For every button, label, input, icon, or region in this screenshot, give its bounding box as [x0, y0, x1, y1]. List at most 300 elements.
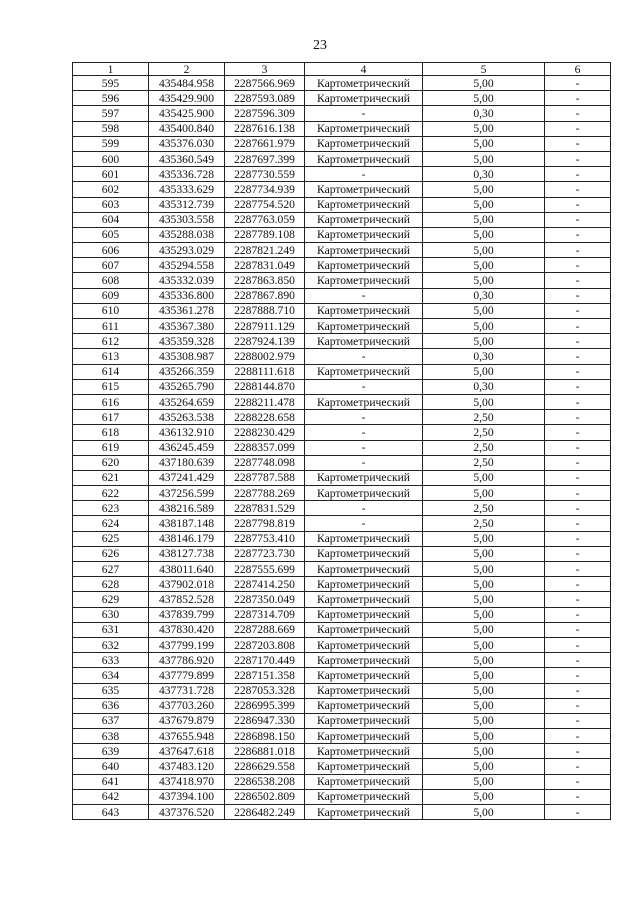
table-cell: 437483.120 — [149, 759, 225, 774]
table-row — [73, 136, 611, 151]
table-row — [73, 167, 611, 182]
table-cell: 2287789.108 — [225, 227, 305, 242]
table-row — [73, 440, 611, 455]
table-cell: 438216.589 — [149, 501, 225, 516]
table-cell: 5,00 — [423, 789, 545, 804]
table-row — [73, 76, 611, 91]
table-cell: 5,00 — [423, 364, 545, 379]
table-cell: 435264.659 — [149, 394, 225, 409]
column-header: 4 — [305, 63, 423, 76]
table-cell: 435266.359 — [149, 364, 225, 379]
table-cell: Картометрический — [305, 303, 423, 318]
table-cell: Картометрический — [305, 243, 423, 258]
table-row — [73, 729, 611, 744]
table-cell: 610 — [73, 303, 149, 318]
table-cell: 597 — [73, 106, 149, 121]
table-row — [73, 562, 611, 577]
table-cell: - — [545, 744, 611, 759]
table-cell: 2287566.969 — [225, 76, 305, 91]
table-cell: 5,00 — [423, 151, 545, 166]
table-cell: Картометрический — [305, 273, 423, 288]
table-row — [73, 622, 611, 637]
table-row — [73, 212, 611, 227]
table-cell: 5,00 — [423, 212, 545, 227]
table-cell: 5,00 — [423, 546, 545, 561]
table-cell: 2287053.328 — [225, 683, 305, 698]
table-cell: - — [545, 729, 611, 744]
table-cell: 2288002.979 — [225, 349, 305, 364]
table-cell: - — [545, 76, 611, 91]
table-cell: 2287798.819 — [225, 516, 305, 531]
table-cell: Картометрический — [305, 592, 423, 607]
table-cell: 633 — [73, 653, 149, 668]
table-cell: 2287596.309 — [225, 106, 305, 121]
table-cell: 5,00 — [423, 394, 545, 409]
table-cell: 438011.640 — [149, 562, 225, 577]
table-cell: 437256.599 — [149, 486, 225, 501]
table-cell: 435332.039 — [149, 273, 225, 288]
table-cell: 437241.429 — [149, 470, 225, 485]
table-cell: 5,00 — [423, 91, 545, 106]
table-cell: 617 — [73, 410, 149, 425]
table-cell: 626 — [73, 546, 149, 561]
table-cell: Картометрический — [305, 759, 423, 774]
table-cell: - — [545, 182, 611, 197]
table-cell: 2287661.979 — [225, 136, 305, 151]
table-cell: 2287616.138 — [225, 121, 305, 136]
table-cell: - — [545, 167, 611, 182]
table-row — [73, 364, 611, 379]
table-row — [73, 288, 611, 303]
table-cell: 2287754.520 — [225, 197, 305, 212]
table-cell: Картометрический — [305, 486, 423, 501]
column-header: 2 — [149, 63, 225, 76]
table-cell: Картометрический — [305, 789, 423, 804]
table-row — [73, 151, 611, 166]
table-cell: 5,00 — [423, 319, 545, 334]
table-cell: 437647.618 — [149, 744, 225, 759]
table-cell: Картометрический — [305, 364, 423, 379]
table-cell: - — [545, 805, 611, 820]
table-cell: 435360.549 — [149, 151, 225, 166]
table-cell: - — [545, 653, 611, 668]
table-cell: 0,30 — [423, 288, 545, 303]
table-cell: 611 — [73, 319, 149, 334]
table-row — [73, 258, 611, 273]
table-cell: 2286538.208 — [225, 774, 305, 789]
table-row — [73, 410, 611, 425]
table-cell: 607 — [73, 258, 149, 273]
table-cell: Картометрический — [305, 637, 423, 652]
table-cell: - — [545, 212, 611, 227]
table-cell: 5,00 — [423, 486, 545, 501]
table-cell: 0,30 — [423, 167, 545, 182]
table-cell: 5,00 — [423, 622, 545, 637]
table-cell: 639 — [73, 744, 149, 759]
table-cell: - — [545, 273, 611, 288]
table-cell: Картометрический — [305, 151, 423, 166]
table-cell: Картометрический — [305, 531, 423, 546]
table-row — [73, 273, 611, 288]
table-cell: 2287863.850 — [225, 273, 305, 288]
table-cell: - — [545, 303, 611, 318]
table-cell: 438187.148 — [149, 516, 225, 531]
table-cell: 5,00 — [423, 303, 545, 318]
table-cell: 5,00 — [423, 121, 545, 136]
table-cell: - — [305, 379, 423, 394]
table-cell: - — [545, 106, 611, 121]
table-cell: 602 — [73, 182, 149, 197]
table-row — [73, 379, 611, 394]
table-cell: 435308.987 — [149, 349, 225, 364]
table-cell: 5,00 — [423, 698, 545, 713]
table-cell: 606 — [73, 243, 149, 258]
table-cell: 640 — [73, 759, 149, 774]
table-cell: 595 — [73, 76, 149, 91]
table-cell: 5,00 — [423, 76, 545, 91]
table-row — [73, 637, 611, 652]
table-cell: 5,00 — [423, 729, 545, 744]
table-row — [73, 759, 611, 774]
column-header: 6 — [545, 63, 611, 76]
table-cell: 2287555.699 — [225, 562, 305, 577]
table-cell: - — [545, 713, 611, 728]
table-row — [73, 744, 611, 759]
table-cell: 605 — [73, 227, 149, 242]
table-cell: 0,30 — [423, 379, 545, 394]
table-cell: 2286995.399 — [225, 698, 305, 713]
table-cell: 637 — [73, 713, 149, 728]
column-header: 5 — [423, 63, 545, 76]
table-row — [73, 470, 611, 485]
table-cell: 2,50 — [423, 455, 545, 470]
table-cell: 437786.920 — [149, 653, 225, 668]
table-cell: 2286881.018 — [225, 744, 305, 759]
table-cell: - — [545, 440, 611, 455]
table-cell: 601 — [73, 167, 149, 182]
table-cell: 2287203.808 — [225, 637, 305, 652]
table-cell: 614 — [73, 364, 149, 379]
table-cell: 437376.520 — [149, 805, 225, 820]
table-cell: 2286898.150 — [225, 729, 305, 744]
table-cell: Картометрический — [305, 744, 423, 759]
table-row — [73, 91, 611, 106]
table-cell: Картометрический — [305, 76, 423, 91]
table-cell: 435367.380 — [149, 319, 225, 334]
table-cell: Картометрический — [305, 562, 423, 577]
table-cell: Картометрический — [305, 394, 423, 409]
table-cell: - — [545, 759, 611, 774]
table-cell: 435361.278 — [149, 303, 225, 318]
table-cell: 437418.970 — [149, 774, 225, 789]
table-row — [73, 334, 611, 349]
table-cell: 2287730.559 — [225, 167, 305, 182]
table-cell: - — [545, 136, 611, 151]
table-cell: 5,00 — [423, 759, 545, 774]
table-cell: - — [545, 91, 611, 106]
table-row — [73, 501, 611, 516]
table-cell: - — [545, 622, 611, 637]
table-row — [73, 182, 611, 197]
table-row — [73, 577, 611, 592]
table-cell: 2287734.939 — [225, 182, 305, 197]
table-cell: 435303.558 — [149, 212, 225, 227]
table-cell: - — [545, 531, 611, 546]
table-cell: Картометрический — [305, 334, 423, 349]
table-cell: - — [545, 364, 611, 379]
table-cell: - — [545, 683, 611, 698]
table-cell: 0,30 — [423, 349, 545, 364]
table-cell: 437180.639 — [149, 455, 225, 470]
table-cell: 2287314.709 — [225, 607, 305, 622]
table-cell: - — [545, 425, 611, 440]
table-cell: 2,50 — [423, 501, 545, 516]
table-row — [73, 516, 611, 531]
table-cell: 2287593.089 — [225, 91, 305, 106]
table-cell: - — [305, 349, 423, 364]
table-cell: 620 — [73, 455, 149, 470]
table-cell: 2287170.449 — [225, 653, 305, 668]
table-cell: - — [545, 288, 611, 303]
table-cell: - — [545, 546, 611, 561]
table-cell: 2,50 — [423, 410, 545, 425]
table-cell: 624 — [73, 516, 149, 531]
table-cell: 603 — [73, 197, 149, 212]
table-cell: 2288230.429 — [225, 425, 305, 440]
table-cell: 5,00 — [423, 273, 545, 288]
table-cell: - — [305, 288, 423, 303]
table-cell: 2287697.399 — [225, 151, 305, 166]
table-row — [73, 197, 611, 212]
table-row — [73, 243, 611, 258]
table-cell: Картометрический — [305, 197, 423, 212]
table-cell: 435425.900 — [149, 106, 225, 121]
table-cell: - — [545, 319, 611, 334]
table-cell: - — [545, 501, 611, 516]
table-cell: Картометрический — [305, 668, 423, 683]
table-cell: 5,00 — [423, 182, 545, 197]
table-cell: 604 — [73, 212, 149, 227]
table-row — [73, 774, 611, 789]
table-cell: 2288357.099 — [225, 440, 305, 455]
table-cell: 613 — [73, 349, 149, 364]
table-cell: - — [545, 577, 611, 592]
table-cell: 5,00 — [423, 805, 545, 820]
table-cell: Картометрический — [305, 698, 423, 713]
table-cell: 630 — [73, 607, 149, 622]
table-cell: 5,00 — [423, 713, 545, 728]
table-cell: 435288.038 — [149, 227, 225, 242]
table-cell: 2287831.529 — [225, 501, 305, 516]
table-cell: 2287924.139 — [225, 334, 305, 349]
table-cell: 5,00 — [423, 592, 545, 607]
table-cell: Картометрический — [305, 319, 423, 334]
table-cell: 2288111.618 — [225, 364, 305, 379]
table-cell: 0,30 — [423, 106, 545, 121]
table-row — [73, 121, 611, 136]
table-cell: 437839.799 — [149, 607, 225, 622]
table-cell: 641 — [73, 774, 149, 789]
table-row — [73, 546, 611, 561]
table-cell: 642 — [73, 789, 149, 804]
table-cell: 5,00 — [423, 258, 545, 273]
table-cell: 435294.558 — [149, 258, 225, 273]
table-cell: 2287288.669 — [225, 622, 305, 637]
table-row — [73, 425, 611, 440]
table-cell: - — [545, 607, 611, 622]
table-cell: - — [545, 562, 611, 577]
table-row — [73, 455, 611, 470]
table-row — [73, 653, 611, 668]
table-cell: 435336.728 — [149, 167, 225, 182]
table-cell: 599 — [73, 136, 149, 151]
table-cell: 600 — [73, 151, 149, 166]
table-cell: 437679.879 — [149, 713, 225, 728]
table-cell: - — [305, 455, 423, 470]
table-cell: - — [545, 470, 611, 485]
table-cell: 435265.790 — [149, 379, 225, 394]
table-cell: 636 — [73, 698, 149, 713]
table-cell: - — [545, 410, 611, 425]
table-row — [73, 592, 611, 607]
table-cell: 612 — [73, 334, 149, 349]
table-cell: Картометрический — [305, 729, 423, 744]
table-row — [73, 486, 611, 501]
table-cell: 621 — [73, 470, 149, 485]
table-cell: 5,00 — [423, 227, 545, 242]
table-cell: 5,00 — [423, 470, 545, 485]
table-cell: 2287788.269 — [225, 486, 305, 501]
table-cell: 5,00 — [423, 774, 545, 789]
table-cell: - — [545, 774, 611, 789]
table-cell: 5,00 — [423, 562, 545, 577]
table-cell: - — [545, 121, 611, 136]
table-cell: Картометрический — [305, 683, 423, 698]
table-cell: 2286502.809 — [225, 789, 305, 804]
table-cell: - — [545, 394, 611, 409]
table-cell: 437703.260 — [149, 698, 225, 713]
table-cell: 634 — [73, 668, 149, 683]
table-row — [73, 805, 611, 820]
table-cell: 435263.538 — [149, 410, 225, 425]
table-cell: 435312.739 — [149, 197, 225, 212]
table-cell: 437655.948 — [149, 729, 225, 744]
table-cell: Картометрический — [305, 713, 423, 728]
table-cell: 2288144.870 — [225, 379, 305, 394]
table-cell: - — [545, 197, 611, 212]
table-cell: 2286629.558 — [225, 759, 305, 774]
table-row — [73, 789, 611, 804]
table-cell: 2288228.658 — [225, 410, 305, 425]
table-cell: 2287763.059 — [225, 212, 305, 227]
table-cell: - — [305, 516, 423, 531]
table-cell: 2287151.358 — [225, 668, 305, 683]
table-cell: 623 — [73, 501, 149, 516]
table-cell: 5,00 — [423, 197, 545, 212]
table-cell: 435359.328 — [149, 334, 225, 349]
table-cell: Картометрический — [305, 805, 423, 820]
table-cell: 435484.958 — [149, 76, 225, 91]
table-cell: Картометрический — [305, 653, 423, 668]
table-cell: 622 — [73, 486, 149, 501]
table-cell: 437902.018 — [149, 577, 225, 592]
table-cell: 437799.199 — [149, 637, 225, 652]
table-cell: 5,00 — [423, 653, 545, 668]
table-cell: - — [545, 334, 611, 349]
table-cell: 435400.840 — [149, 121, 225, 136]
table-cell: 627 — [73, 562, 149, 577]
table-cell: - — [545, 789, 611, 804]
table-cell: 5,00 — [423, 607, 545, 622]
table-cell: 616 — [73, 394, 149, 409]
table-row — [73, 683, 611, 698]
table-cell: 5,00 — [423, 744, 545, 759]
table-cell: 2288211.478 — [225, 394, 305, 409]
table-cell: 435336.800 — [149, 288, 225, 303]
coordinates-table — [72, 62, 611, 820]
table-cell: Картометрический — [305, 182, 423, 197]
table-row — [73, 698, 611, 713]
table-cell: 2287350.049 — [225, 592, 305, 607]
table-cell: 2287787.588 — [225, 470, 305, 485]
table-cell: 2287414.250 — [225, 577, 305, 592]
table-cell: Картометрический — [305, 91, 423, 106]
table-cell: 629 — [73, 592, 149, 607]
table-cell: 618 — [73, 425, 149, 440]
table-cell: - — [545, 455, 611, 470]
table-cell: 435333.629 — [149, 182, 225, 197]
table-cell: Картометрический — [305, 121, 423, 136]
table-row — [73, 668, 611, 683]
table-cell: - — [545, 379, 611, 394]
table-body — [73, 76, 611, 820]
table-cell: 5,00 — [423, 531, 545, 546]
table-cell: 598 — [73, 121, 149, 136]
table-cell: 619 — [73, 440, 149, 455]
table-cell: - — [545, 637, 611, 652]
table-cell: 2287888.710 — [225, 303, 305, 318]
table-row — [73, 394, 611, 409]
table-cell: - — [545, 516, 611, 531]
table-cell: 2,50 — [423, 440, 545, 455]
table-cell: 631 — [73, 622, 149, 637]
table-cell: 437731.728 — [149, 683, 225, 698]
table-cell: 2287911.129 — [225, 319, 305, 334]
table-row — [73, 227, 611, 242]
table-cell: 2,50 — [423, 425, 545, 440]
table-cell: Картометрический — [305, 622, 423, 637]
table-cell: 437779.899 — [149, 668, 225, 683]
table-cell: Картометрический — [305, 607, 423, 622]
table-cell: - — [305, 106, 423, 121]
table-header-row — [73, 63, 611, 76]
table-cell: - — [305, 410, 423, 425]
table-cell: - — [305, 501, 423, 516]
table-cell: 2287821.249 — [225, 243, 305, 258]
table-cell: 437852.528 — [149, 592, 225, 607]
table-cell: 2287748.098 — [225, 455, 305, 470]
table-cell: - — [545, 486, 611, 501]
table-cell: - — [545, 668, 611, 683]
table-cell: 5,00 — [423, 136, 545, 151]
table-cell: 2287753.410 — [225, 531, 305, 546]
table-cell: Картометрический — [305, 258, 423, 273]
table-cell: 643 — [73, 805, 149, 820]
table-row — [73, 303, 611, 318]
table-cell: 5,00 — [423, 243, 545, 258]
table-cell: - — [545, 698, 611, 713]
table-cell: - — [545, 592, 611, 607]
